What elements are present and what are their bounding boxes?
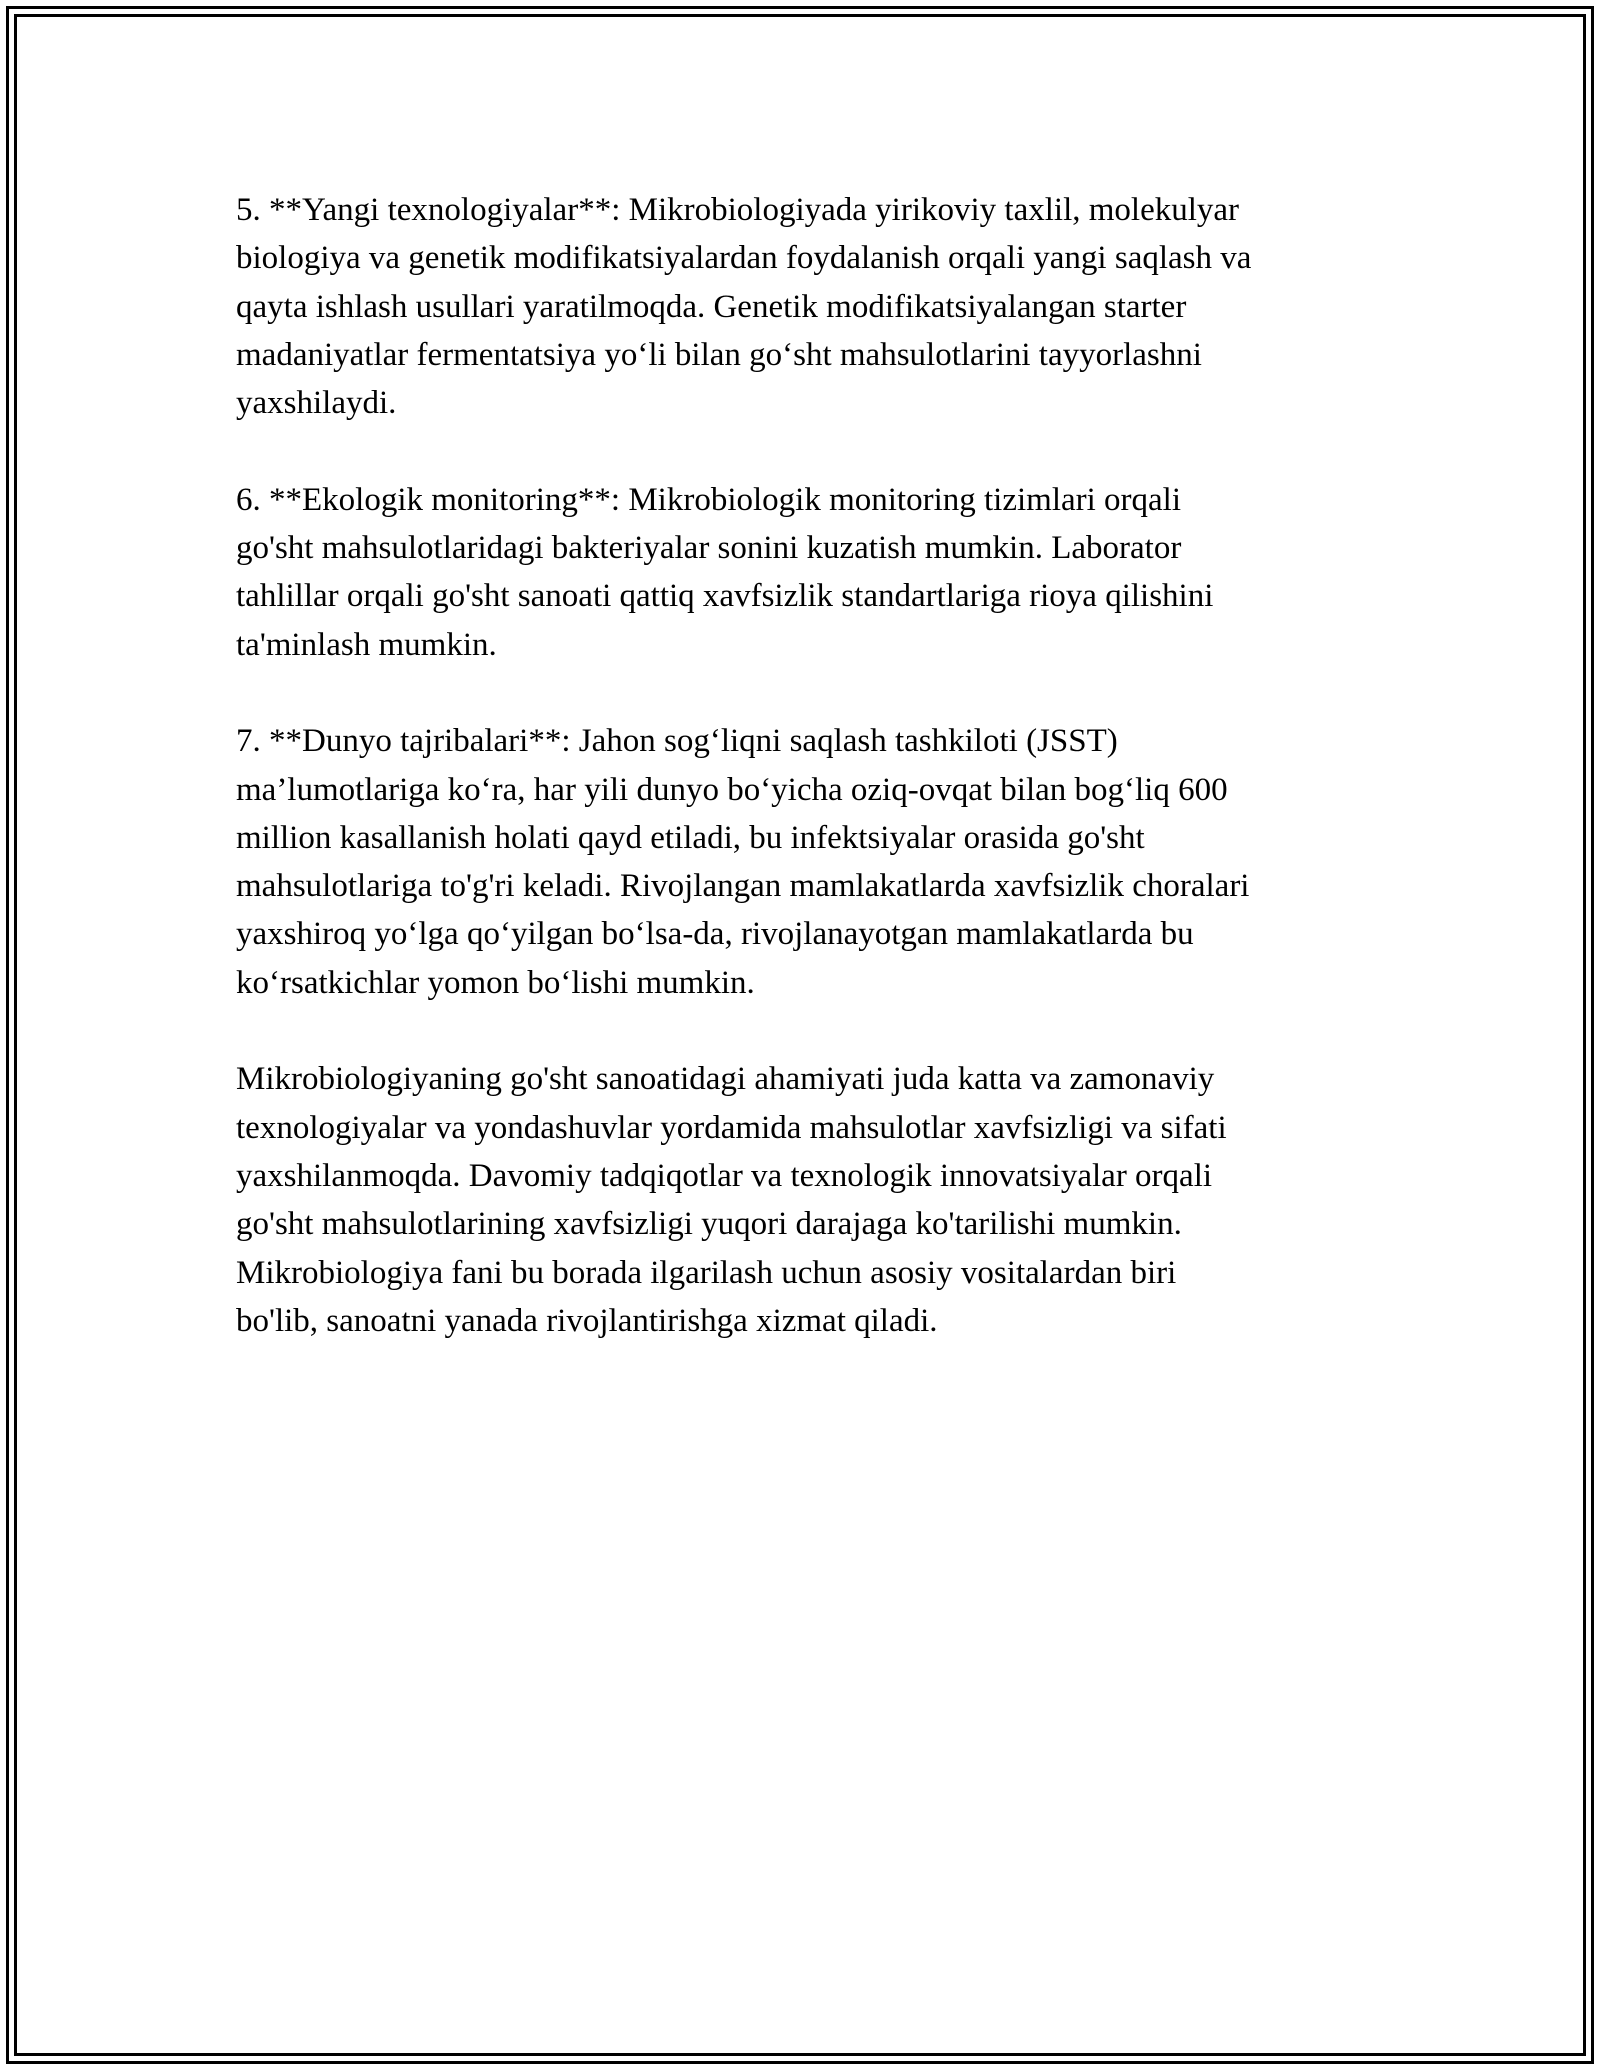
- text-line: Mikrobiologiya fani bu borada ilgarilash uchun asosiy vositalardan biri: [236, 1254, 1177, 1291]
- text-line: madaniyatlar fermentatsiya yo‘li bilan go‘sht mahsulotlarini tayyorlashni: [236, 336, 1202, 373]
- text-line: bo'lib, sanoatni yanada rivojlantirishga xizmat qiladi.: [236, 1302, 938, 1339]
- text-line: tahlillar orqali go'sht sanoati qattiq xavfsizlik standartlariga rioya qilishini: [236, 578, 1214, 615]
- text-line: ko‘rsatkichlar yomon bo‘lishi mumkin.: [236, 964, 755, 1001]
- text-line: ma’lumotlariga ko‘ra, har yili dunyo bo‘yicha oziq-ovqat bilan bog‘liq 600: [236, 771, 1228, 808]
- text-line: go'sht mahsulotlarining xavfsizligi yuqori darajaga ko'tarilishi mumkin.: [236, 1206, 1182, 1243]
- paragraph-ecological-monitoring: [236, 476, 1376, 669]
- text-line: million kasallanish holati qayd etiladi, bu infektsiyalar orasida go'sht: [236, 819, 1145, 856]
- text-line: 5. **Yangi texnologiyalar**: Mikrobiologiyada yirikoviy taxlil, molekulyar: [236, 192, 1240, 228]
- paragraph-world-experience: [236, 717, 1376, 1007]
- text-line: texnologiyalar va yondashuvlar yordamida mahsulotlar xavfsizligi va sifati: [236, 1109, 1227, 1146]
- text-line: go'sht mahsulotlaridagi bakteriyalar sonini kuzatish mumkin. Laborator: [236, 530, 1182, 567]
- text-line: 6. **Ekologik monitoring**: Mikrobiologik monitoring tizimlari orqali: [236, 481, 1182, 518]
- text-line: Mikrobiologiyaning go'sht sanoatidagi ahamiyati juda katta va zamonaviy: [236, 1061, 1215, 1098]
- text-line: yaxshilaydi.: [236, 385, 397, 422]
- text-line: qayta ishlash usullari yaratilmoqda. Genetik modifikatsiyalangan starter: [236, 288, 1187, 325]
- paragraph-conclusion: [236, 1055, 1376, 1345]
- text-line: 7. **Dunyo tajribalari**: Jahon sog‘liqni saqlash tashkiloti (JSST): [236, 723, 1118, 760]
- text-line: yaxshiroq yo‘lga qo‘yilgan bo‘lsa-da, rivojlanayotgan mamlakatlarda bu: [236, 916, 1194, 953]
- paragraph-new-technologies: [236, 186, 1376, 427]
- text-line: yaxshilanmoqda. Davomiy tadqiqotlar va texnologik innovatsiyalar orqali: [236, 1157, 1213, 1194]
- text-line: ta'minlash mumkin.: [236, 626, 497, 663]
- document-body: [236, 186, 1376, 1393]
- text-line: mahsulotlariga to'g'ri keladi. Rivojlangan mamlakatlarda xavfsizlik choralari: [236, 868, 1250, 905]
- text-line: biologiya va genetik modifikatsiyalardan foydalanish orqali yangi saqlash va: [236, 240, 1252, 277]
